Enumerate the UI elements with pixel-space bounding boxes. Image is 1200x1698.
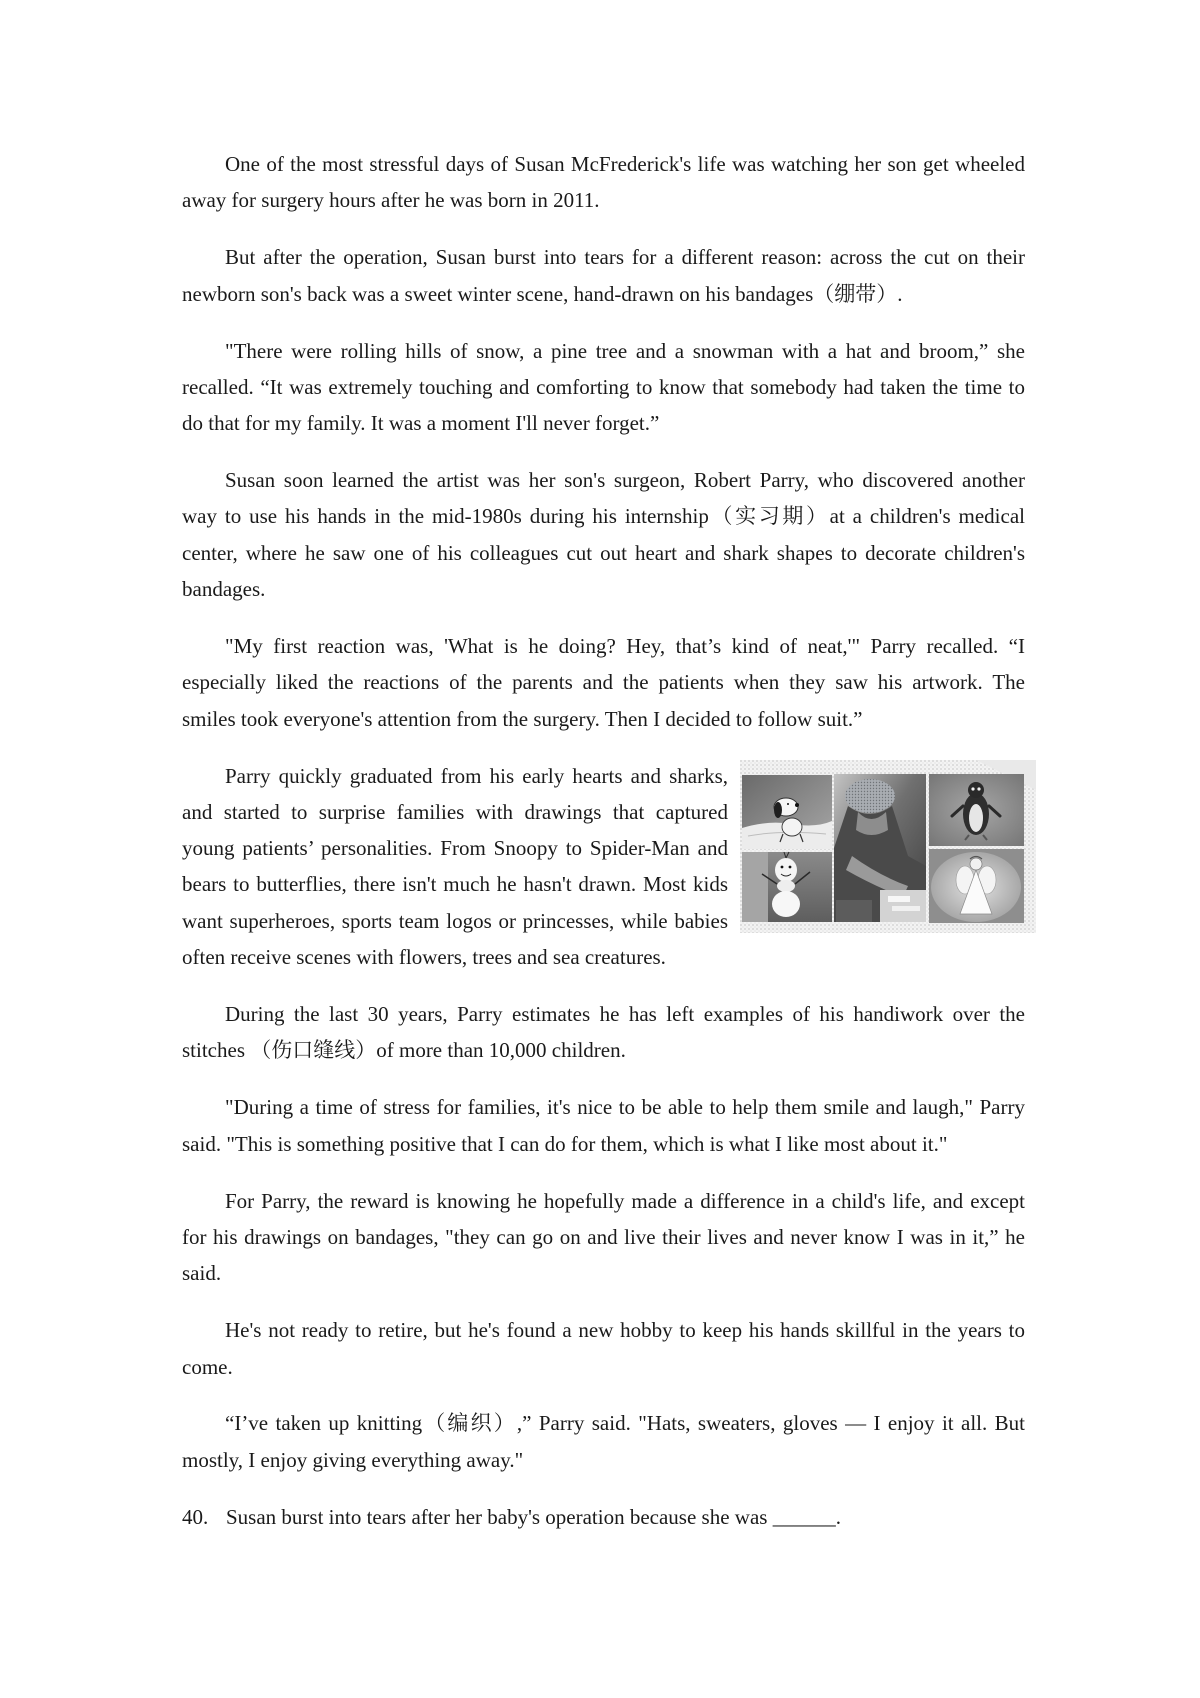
paragraph-line: recalled. “It was extremely touching and comforting to know that somebody had taken the time to [182, 374, 1025, 399]
paragraph-line: young patients’ personalities. From Snoopy to Spider-Man and [182, 836, 728, 861]
photo-panel-penguin-drawing [929, 774, 1024, 846]
paragraph-8 [182, 1089, 1025, 1162]
paragraph-3 [182, 333, 1025, 442]
paragraph-line: Susan soon learned the artist was her son's surgeon, Robert Parry, who discovered another [225, 468, 1025, 493]
paragraph-line: Parry quickly graduated from his early hearts and sharks, [225, 763, 728, 788]
question-text: Susan burst into tears after her baby's operation because she was ______. [226, 1504, 841, 1529]
photo-collage-image [740, 760, 1036, 933]
paragraph-line: and started to surprise families with drawings that captured [182, 799, 728, 824]
paragraph-11 [182, 1405, 1025, 1478]
paragraph-line: newborn son's back was a sweet winter scene, hand-drawn on his bandages（绷带）. [182, 281, 903, 306]
paragraph-2 [182, 239, 1025, 312]
paragraph-line: bears to butterflies, there isn't much he hasn't drawn. Most kids [182, 872, 728, 897]
paragraph-line: "My first reaction was, 'What is he doing? Hey, that’s kind of neat,'" Parry recalled. “I [225, 634, 1025, 659]
paragraph-1 [182, 146, 1025, 219]
paragraph-line: For Parry, the reward is knowing he hopefully made a difference in a child's life, and except [225, 1188, 1025, 1213]
paragraph-line: away for surgery hours after he was born in 2011. [182, 188, 600, 213]
paragraph-9 [182, 1183, 1025, 1292]
paragraph-line: said. "This is something positive that I can do for them, which is what I like most about it." [182, 1131, 948, 1156]
question-number: 40. [182, 1504, 209, 1529]
paragraph-line: "There were rolling hills of snow, a pine tree and a snowman with a hat and broom,” she [225, 338, 1025, 363]
document-page [182, 146, 1025, 1535]
paragraph-line: “I’ve taken up knitting（编织）,” Parry said. "Hats, sweaters, gloves — I enjoy it all. But [225, 1411, 1025, 1436]
paragraph-4 [182, 462, 1025, 607]
paragraph-line: want superheroes, sports team logos or princesses, while babies [182, 908, 728, 933]
photo-collage [740, 760, 1036, 933]
paragraph-10 [182, 1312, 1025, 1385]
paragraph-line: He's not ready to retire, but he's found a new hobby to keep his hands skillful in the years to [225, 1318, 1025, 1343]
photo-panel-snoopy-drawing [742, 775, 832, 849]
paragraph-line: smiles took everyone's attention from the surgery. Then I decided to follow suit.” [182, 706, 863, 731]
paragraph-line: for his drawings on bandages, "they can go on and live their lives and never know I was in it,” he [182, 1224, 1025, 1249]
paragraph-line: But after the operation, Susan burst into tears for a different reason: across the cut on their [225, 245, 1025, 270]
paragraph-line: do that for my family. It was a moment I'll never forget.” [182, 411, 660, 436]
paragraph-7 [182, 996, 1025, 1069]
paragraph-line: come. [182, 1354, 233, 1379]
paragraph-line: "During a time of stress for families, it's nice to be able to help them smile and laugh," Parry [225, 1095, 1025, 1120]
photo-panel-angel-drawing [929, 849, 1024, 923]
paragraph-line: One of the most stressful days of Susan McFrederick's life was watching her son get wheeled [225, 152, 1025, 176]
paragraph-line: especially liked the reactions of the parents and the patients when they saw his artwork. The [182, 670, 1025, 695]
paragraph-line: often receive scenes with flowers, trees and sea creatures. [182, 945, 666, 970]
paragraph-line: center, where he saw one of his colleagues cut out heart and shark shapes to decorate children's [182, 540, 1025, 565]
photo-panel-snowman-drawing [742, 852, 832, 922]
question-40 [182, 1499, 1025, 1535]
paragraph-line: During the last 30 years, Parry estimates he has left examples of his handiwork over the [225, 1002, 1025, 1027]
paragraph-5 [182, 628, 1025, 737]
paragraph-line: said. [182, 1261, 222, 1286]
paragraph-6 [182, 758, 1025, 976]
paragraph-line: stitches （伤口缝线）of more than 10,000 children. [182, 1038, 626, 1063]
paragraph-line: way to use his hands in the mid-1980s during his internship（实习期）at a children's medical [182, 504, 1025, 529]
paragraph-line: bandages. [182, 577, 266, 602]
photo-panel-surgeon-drawing [834, 774, 926, 922]
paragraph-line: mostly, I enjoy giving everything away." [182, 1447, 524, 1472]
